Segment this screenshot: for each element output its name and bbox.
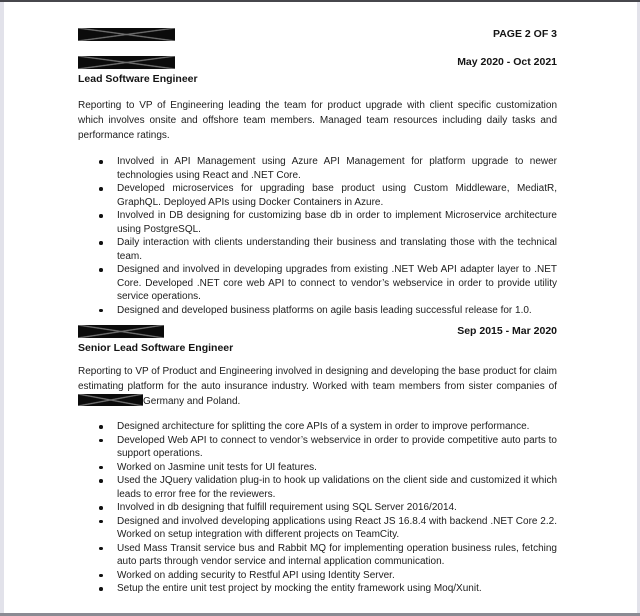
bullet-item: [78, 582, 557, 596]
bullet-text: Used Mass Transit service bus and Rabbit MQ for implementing operation business rules, fetching auto parts through vendor service and internal application communication.: [117, 542, 557, 567]
bullet-item: [78, 542, 557, 569]
section1-summary: Reporting to VP of Engineering leading the team for product upgrade with client specific customization which involves onsite and offshore team members. Managed team resources including daily tasks and performance ratings.: [78, 100, 557, 141]
bullet-text: Developed Web API to connect to vendor’s webservice in order to provide competitive auto parts to support operations.: [117, 434, 557, 459]
bullet-item: [78, 209, 557, 236]
section1-bullet-list: [78, 155, 557, 317]
bullet-text: Designed architecture for splitting the core APIs of a system in order to improve performance.: [117, 421, 530, 432]
bullet-text: Developed microservices for upgrading base product using Custom Middleware, MediatR, GraphQL. Deployed APIs using Docker Containers in Azure.: [117, 183, 557, 208]
bullet-item: [78, 304, 557, 318]
bullet-dot: [99, 479, 103, 483]
section2-job-title: Senior Lead Software Engineer: [78, 342, 234, 354]
bullet-text: Involved in db designing that fulfill requirement using SQL Server 2016/2014.: [117, 502, 457, 513]
bullet-text: Daily interaction with clients understanding their business and translating those with the technical team.: [117, 237, 557, 262]
bullet-text: Involved in DB designing for customizing base db in order to implement Microservice architecture using PostgreSQL.: [117, 210, 557, 235]
bullet-item: [78, 182, 557, 209]
bullet-dot: [99, 241, 103, 245]
summary-text-before: Reporting to VP of Product and Engineering involved in designing and developing the base product for claim estimating platform for the auto insurance industry. Worked with team members from sister companies of: [78, 366, 557, 392]
company-redaction-bar: [78, 325, 164, 338]
bullet-text: Designed and involved in developing upgrades from existing .NET Web API adapter layer to .NET Core. Developed .NET core web API to connect to vendor’s webservice in order to provide utility service operations.: [117, 264, 557, 302]
section1-header-row: [78, 56, 557, 69]
page-number: PAGE 2 OF 3: [493, 28, 557, 40]
section2-dates: Sep 2015 - Mar 2020: [457, 325, 557, 337]
bullet-dot: [99, 506, 103, 510]
section1-dates: May 2020 - Oct 2021: [457, 56, 557, 68]
bullet-text: Designed and involved developing applications using React JS 16.8.4 with backend .NET Core 2.2. Worked on setup integration with different projects on TeamCity.: [117, 515, 557, 540]
bullet-text: Designed and developed business platforms on agile basis leading successful release for 1.0.: [117, 304, 532, 316]
name-redaction-bar: [78, 28, 175, 41]
bullet-item: [78, 515, 557, 542]
document-header-row: [78, 28, 557, 41]
bullet-dot: [99, 466, 103, 470]
bullet-text: Setup the entire unit test project by mocking the entity framework using Moq/Xunit.: [117, 583, 482, 594]
bullet-dot: [99, 587, 103, 591]
section2-header-row: [78, 325, 557, 338]
bullet-text: Used the JQuery validation plug-in to hook up validations on the client side and customized it which leads to error free for the reviewers.: [117, 475, 557, 500]
bullet-item: [78, 569, 557, 583]
bullet-text: Involved in API Management using Azure API Management for platform upgrade to newer technologies using React and .NET Core.: [117, 156, 557, 181]
inline-company-redaction-bar: [78, 394, 143, 406]
bullet-item: [78, 263, 557, 304]
bullet-dot: [99, 520, 103, 524]
bullet-dot: [99, 574, 103, 578]
summary-text-after: Germany and Poland.: [143, 396, 241, 407]
bullet-item: [78, 434, 557, 461]
bullet-text: Worked on Jasmine unit tests for UI features.: [117, 461, 317, 473]
bullet-dot: [99, 309, 103, 313]
bullet-dot: [99, 547, 103, 551]
bullet-dot: [99, 160, 103, 164]
bullet-dot: [99, 268, 103, 272]
bullet-item: [78, 461, 557, 475]
bullet-dot: [99, 187, 103, 191]
bullet-item: [78, 236, 557, 263]
bullet-item: [78, 155, 557, 182]
section2-bullet-list: [78, 420, 557, 596]
bullet-item: [78, 501, 557, 515]
bullet-text: Worked on adding security to Restful API using Identity Server.: [117, 569, 395, 581]
section2-summary: [78, 364, 557, 409]
bullet-dot: [99, 439, 103, 443]
bullet-dot: [99, 425, 103, 429]
company-redaction-bar: [78, 56, 175, 69]
bullet-item: [78, 474, 557, 501]
bullet-item: [78, 420, 557, 434]
bullet-dot: [99, 214, 103, 218]
section1-job-title: Lead Software Engineer: [78, 73, 198, 85]
